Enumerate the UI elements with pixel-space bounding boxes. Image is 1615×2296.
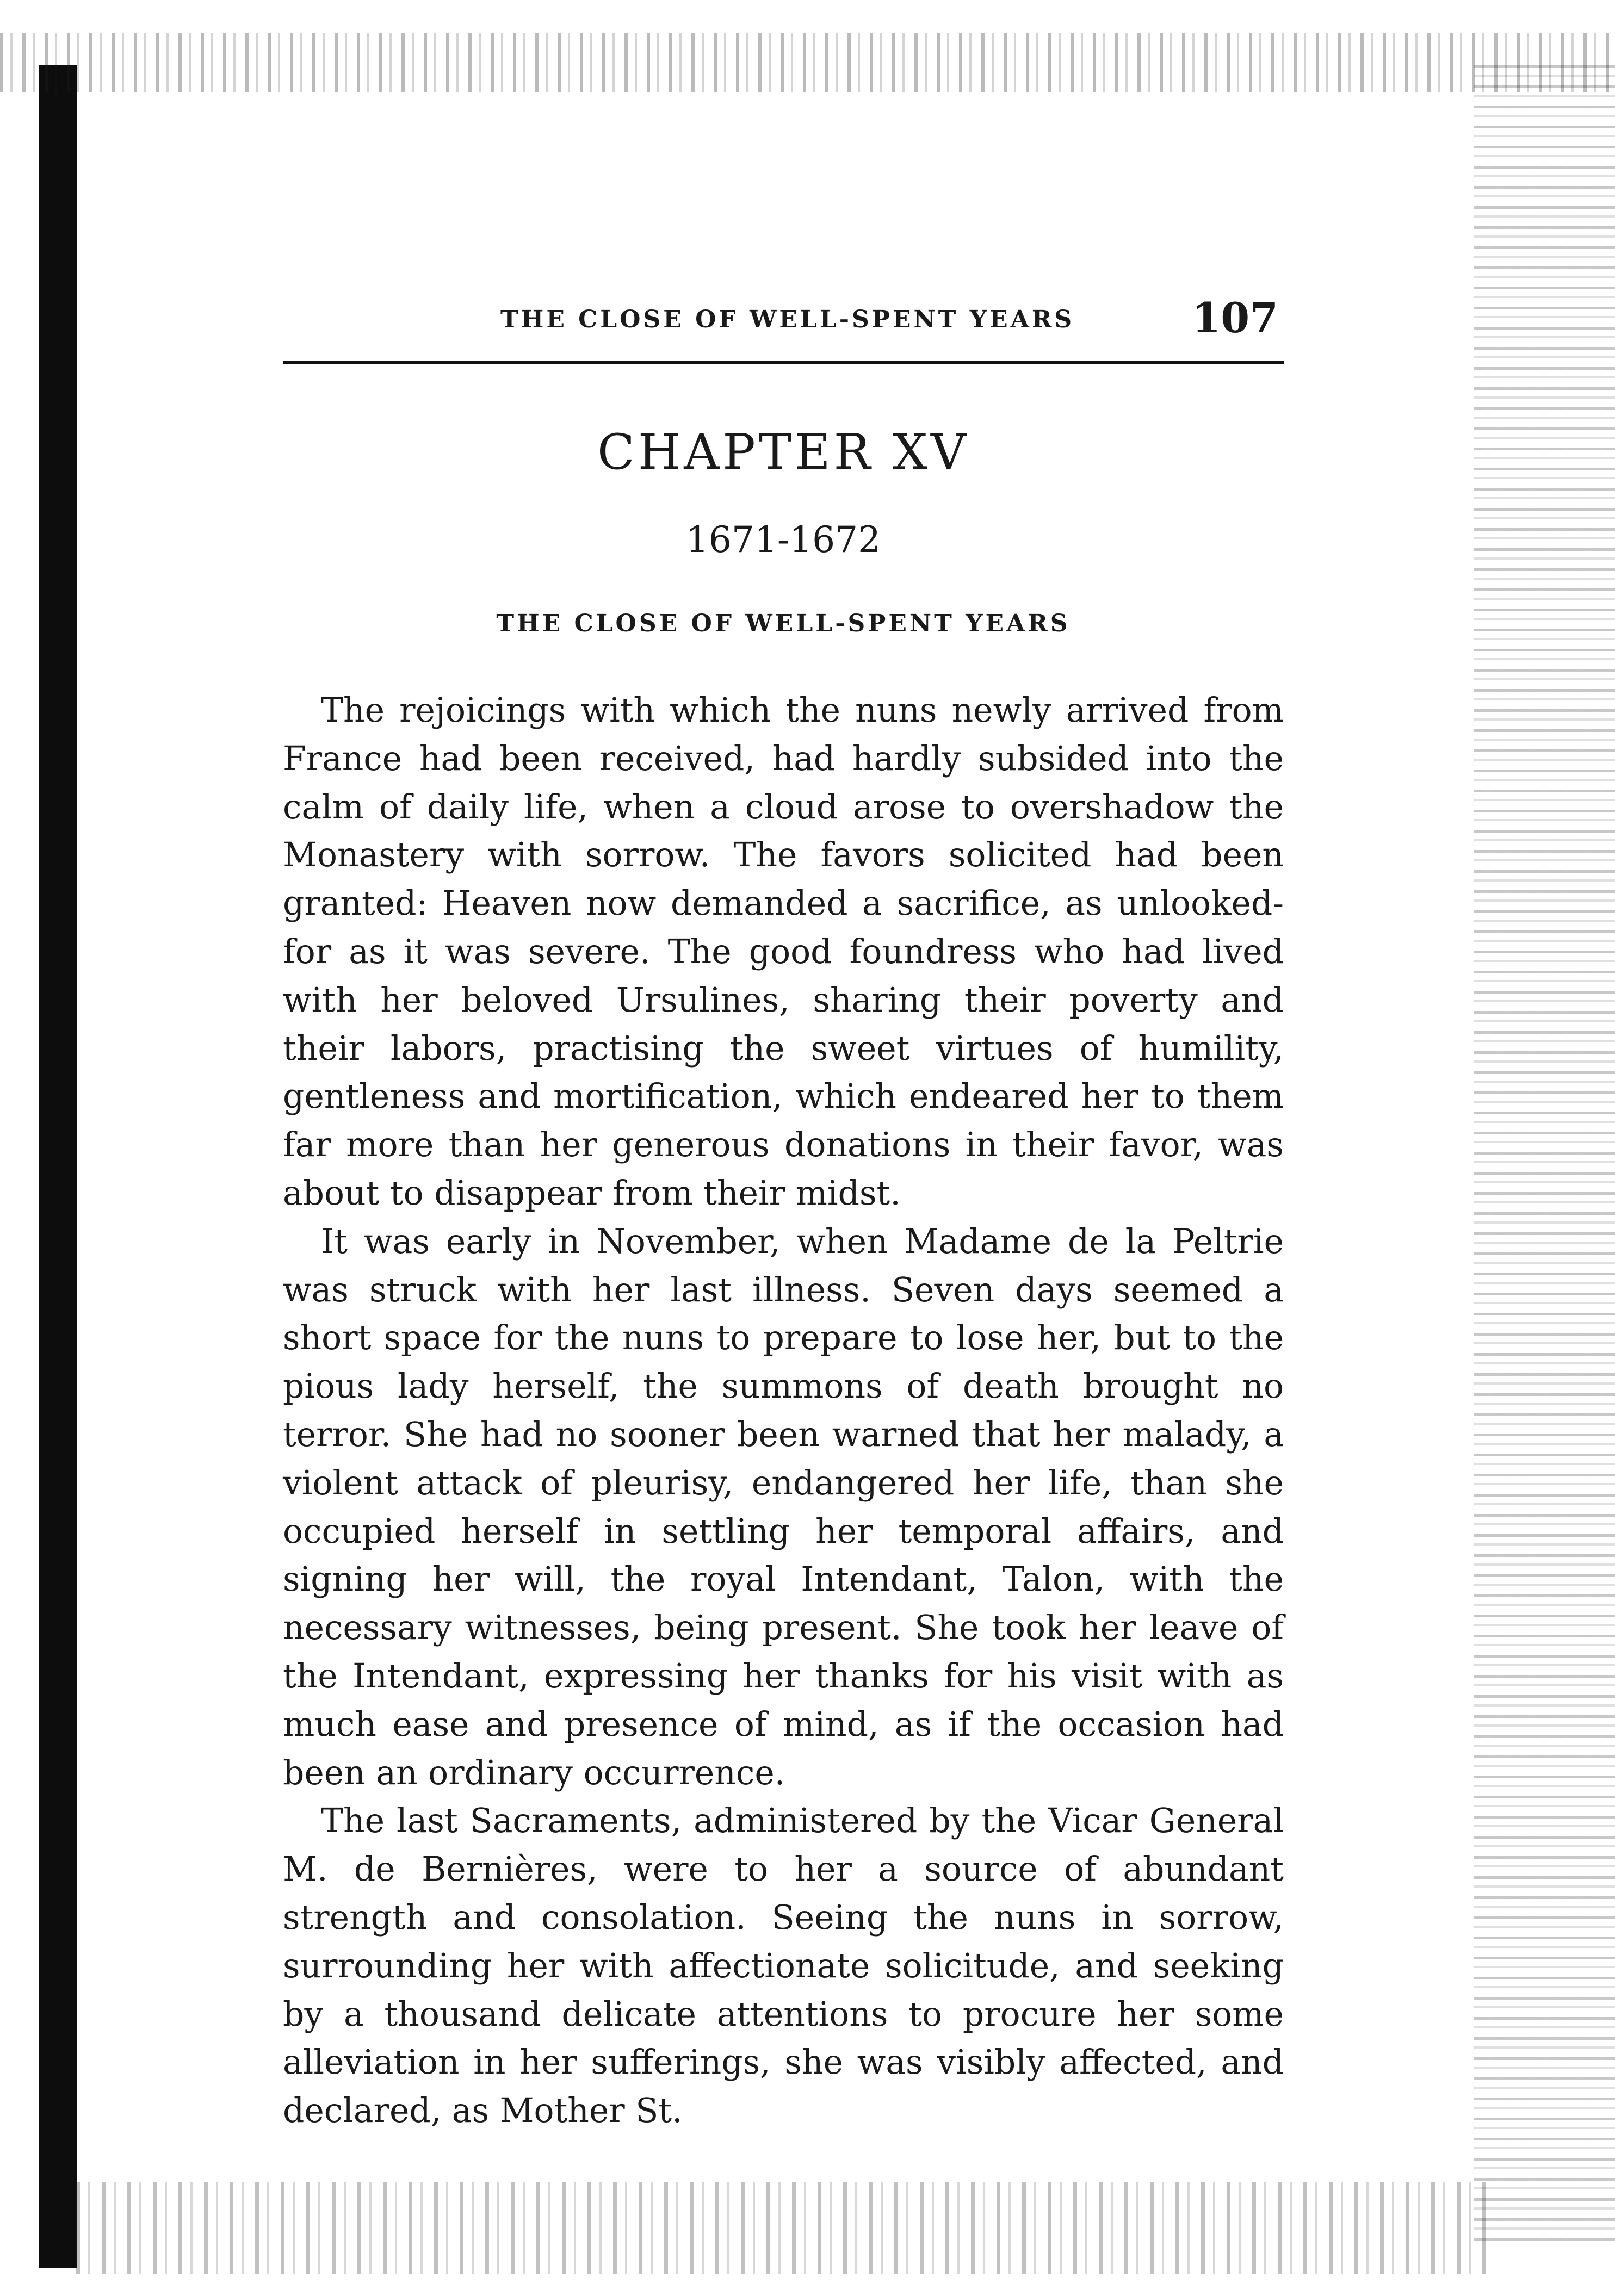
paragraph: It was early in November, when Madame de la Peltrie was struck with her last illness. Seven days seemed a short space for the nuns to prepare to lose her, but to the pious lady herself, the summons of death brought no terror. She had no sooner been warned that her malady, a violent attack of pleurisy, endangered her life, than she occupied herself in settling her temporal affairs, and signing her will, the royal Intendant, Talon, with the necessary witnesses, being present. She took her leave of the Intendant, expressing her thanks for his visit with as much ease and presence of mind, as if the occasion had been an ordinary occurrence. <box>283 1221 1284 1792</box>
page-number: 107 <box>1192 294 1278 342</box>
chapter-subtitle: THE CLOSE OF WELL-SPENT YEARS <box>496 610 1071 637</box>
paragraph: The last Sacraments, administered by the Vicar General M. de Bernières, were to her a source of abundant strength and consolation. Seeing the nuns in sorrow, surrounding her with affectionate solicitude, and seeking by a thousand delicate attentions to procure her some alleviation in her sufferings, she was visibly affected, and declared, as Mother St. <box>283 1801 1284 2131</box>
header-rule <box>283 361 1284 364</box>
running-head <box>283 294 1284 353</box>
running-head-title: THE CLOSE OF WELL-SPENT YEARS <box>500 306 1075 333</box>
book-page <box>283 294 1284 2135</box>
scan-bottom-noise <box>76 2182 1490 2274</box>
chapter-title: CHAPTER XV <box>597 424 970 481</box>
scan-left-edge <box>39 65 77 2268</box>
scan-right-noise <box>1474 65 1615 2241</box>
chapter-years: 1671-1672 <box>685 519 881 561</box>
body-text <box>283 686 1284 2135</box>
paragraph: The rejoicings with which the nuns newly arrived from France had been received, had hardly subsided into the calm of daily life, when a cloud arose to overshadow the Monastery with sorrow. The favors solicited had been granted: Heaven now demanded a sacrifice, as unlooked-for as it was severe. The good foundress who had lived with her beloved Ursulines, sharing their poverty and their labors, practising the sweet virtues of humility, gentleness and mortification, which endeared her to them far more than her generous donations in their favor, was about to disappear from their midst. <box>283 691 1284 1213</box>
scan-top-noise <box>0 33 1615 92</box>
